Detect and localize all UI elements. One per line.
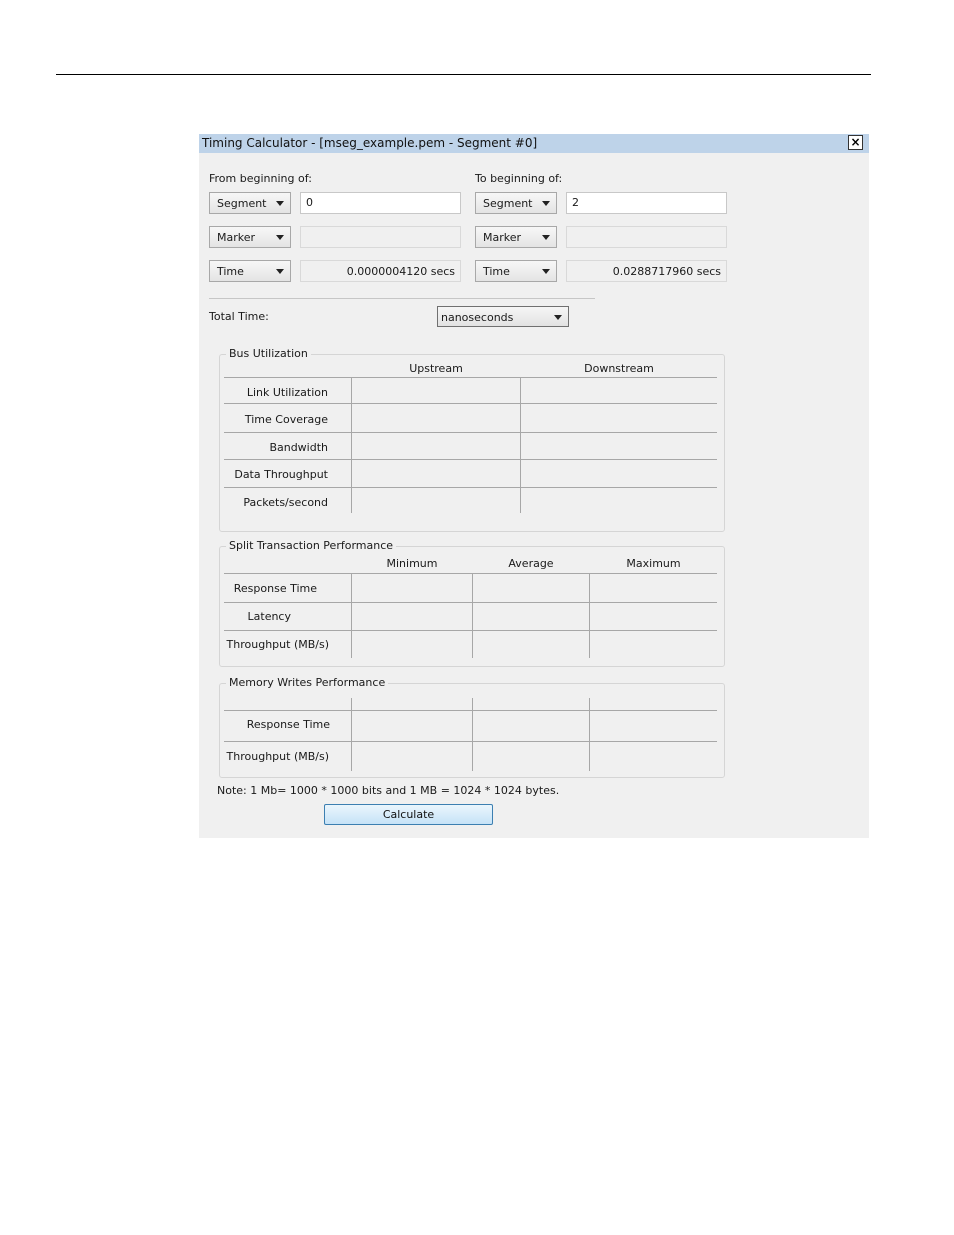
to-marker-type: Marker [483,231,522,244]
to-time-input[interactable] [566,260,727,282]
units-note: Note: 1 Mb= 1000 * 1000 bits and 1 MB = 1024 * 1024 bytes. [217,784,560,797]
split-transaction-group [219,539,725,667]
title-bar[interactable] [199,134,869,153]
chevron-down-icon [276,201,284,206]
from-time-dropdown[interactable] [209,260,291,282]
from-time-type: Time [217,265,244,278]
from-marker-input[interactable] [300,226,461,248]
bus-utilization-title: Bus Utilization [226,347,311,360]
row-mw-throughput: Throughput (MB/s) [226,750,329,763]
memory-writes-title: Memory Writes Performance [226,676,388,689]
separator [209,298,595,299]
time-units-dropdown[interactable] [437,306,569,327]
row-link-utilization: Link Utilization [246,386,328,399]
to-segment-input[interactable] [566,192,727,214]
time-units-value: nanoseconds [441,311,514,324]
close-icon[interactable]: × [848,135,863,150]
memory-writes-group [219,676,725,778]
row-time-coverage: Time Coverage [244,413,328,426]
to-time-dropdown[interactable] [475,260,557,282]
row-latency: Latency [247,610,291,623]
row-response-time: Response Time [233,582,317,595]
chevron-down-icon [542,201,550,206]
timing-calculator-dialog [199,134,869,838]
to-time-type: Time [483,265,510,278]
from-label: From beginning of: [209,172,312,185]
bus-utilization-group [219,347,725,532]
to-label: To beginning of: [475,172,563,185]
to-marker-dropdown[interactable] [475,226,557,248]
from-marker-dropdown[interactable] [209,226,291,248]
col-upstream: Upstream [409,362,463,375]
to-marker-input[interactable] [566,226,727,248]
col-average: Average [508,557,554,570]
row-data-throughput: Data Throughput [234,468,328,481]
to-segment-type: Segment [483,197,533,210]
chevron-down-icon [276,269,284,274]
chevron-down-icon [542,269,550,274]
to-time-value: 0.0288717960 secs [612,265,721,278]
row-packets-second: Packets/second [243,496,328,509]
total-time-label: Total Time: [209,310,269,323]
from-segment-dropdown[interactable] [209,192,291,214]
from-marker-type: Marker [217,231,256,244]
col-maximum: Maximum [626,557,681,570]
row-mw-response-time: Response Time [246,718,330,731]
chevron-down-icon [276,235,284,240]
col-minimum: Minimum [386,557,438,570]
from-time-value: 0.0000004120 secs [346,265,455,278]
calculate-button[interactable]: Calculate [324,804,493,825]
page-header-rule [56,74,871,75]
from-segment-input[interactable] [300,192,461,214]
row-throughput: Throughput (MB/s) [226,638,329,651]
chevron-down-icon [542,235,550,240]
from-segment-value: 0 [306,196,313,209]
chevron-down-icon [554,315,562,320]
to-segment-dropdown[interactable] [475,192,557,214]
from-segment-type: Segment [217,197,267,210]
from-time-input[interactable] [300,260,461,282]
window-title: Timing Calculator - [mseg_example.pem - Segment #0] [202,136,538,150]
split-transaction-title: Split Transaction Performance [226,539,396,552]
to-segment-value: 2 [572,196,579,209]
row-bandwidth: Bandwidth [269,441,328,454]
col-downstream: Downstream [584,362,654,375]
